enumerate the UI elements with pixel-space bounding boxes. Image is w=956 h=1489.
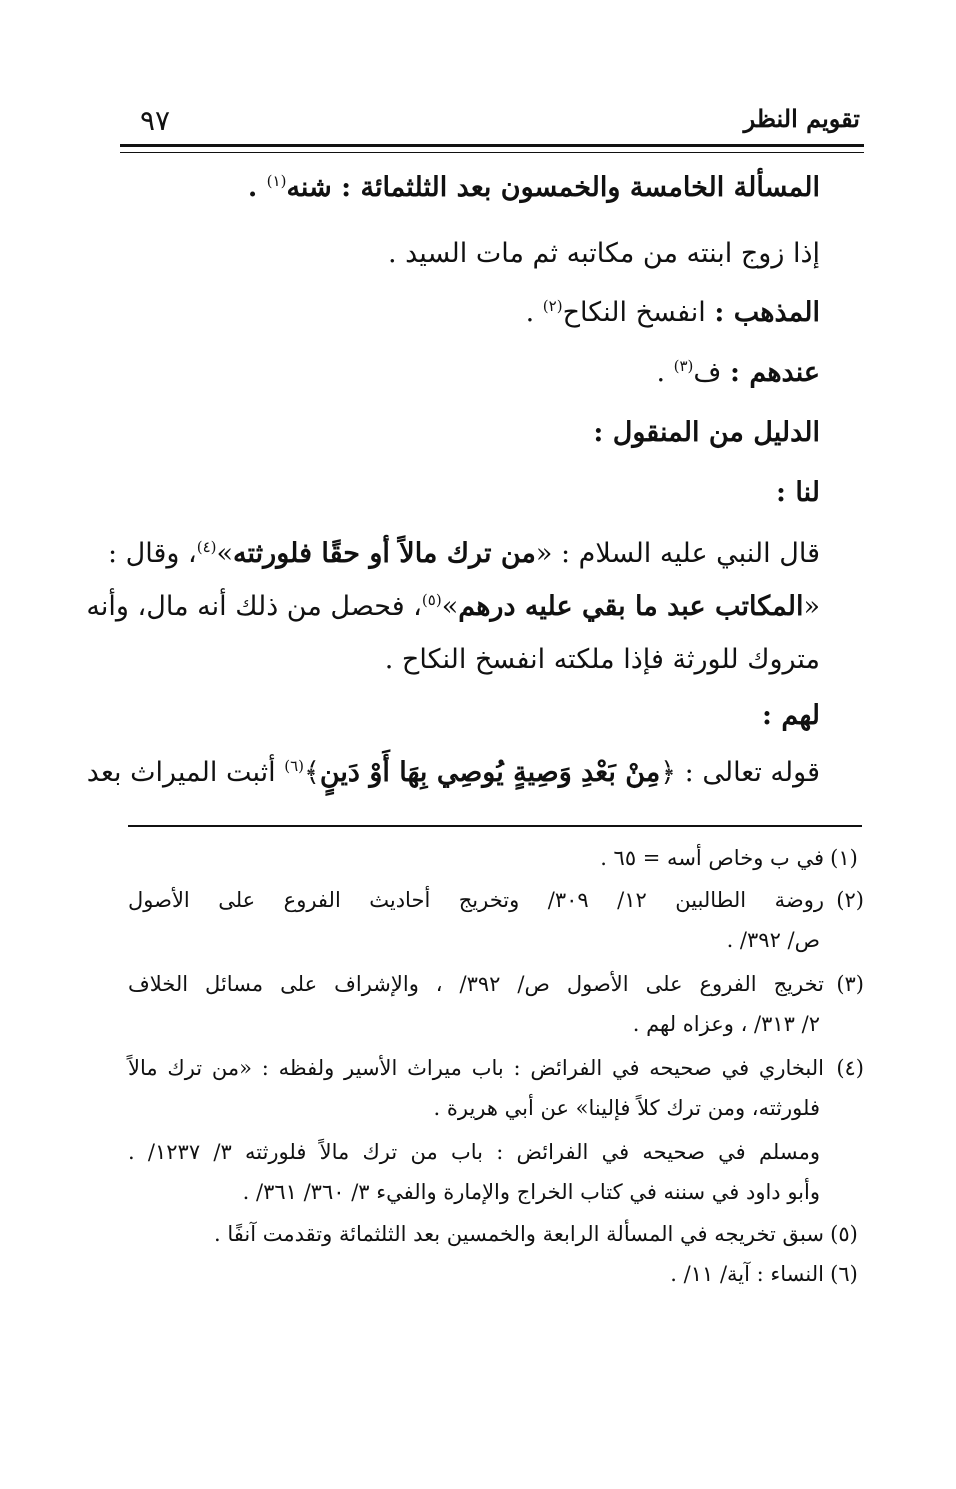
footnote-6: (٦)النساء : آية/ ١١/ . (670, 1262, 858, 1286)
header-rule-thin (120, 152, 864, 153)
footnote-4: (٤)البخاري في صحيحه في الفرائض : باب ميراث الأسير ولفظه : «من ترك مالاً (128, 1056, 864, 1080)
paragraph-line-3: متروك للورثة فإذا ملكته انفسخ النكاح . (384, 644, 820, 675)
paragraph-line-1: قال النبي عليه السلام : «من ترك مالاً أو حقًا فلورثته»$^{(٤)}$، وقال : (107, 538, 820, 569)
footnote-ref: (٤) (196, 538, 217, 556)
header-rule-thick (120, 144, 864, 147)
footnote-separator (128, 825, 862, 827)
footnote-ref: (٦) (284, 757, 304, 775)
dalil-heading: الدليل من المنقول : (593, 417, 820, 448)
footnote-4-cont: وأبو داود في سننه في كتاب الخراج والإمارة والفيء ٣/ ٣٦٠/ ٣٦١/ . (242, 1180, 820, 1204)
footnote-ref: (٣) (673, 357, 694, 375)
page-number: ٩٧ (140, 104, 171, 137)
paragraph-line-4: قوله تعالى : ﴿مِنْ بَعْدِ وَصِيةٍ يُوصِي بِهَا أَوْ دَينٍ﴾$^{(٦)}$ أثبت الميراث بعد (86, 757, 820, 788)
indahum-line: عندهم : ف$^{(٣)}$ . (656, 357, 820, 388)
issue-heading: المسألة الخامسة والخمسون بعد الثلثمائة : شنه$^{(١)}$ . (247, 172, 820, 203)
lana-heading: لنا : (776, 477, 820, 508)
footnote-5: (٥)سبق تخريجه في المسألة الرابعة والخمسين بعد الثلثمائة وتقدمت آنفًا . (214, 1222, 858, 1246)
paragraph-line-2: «المكاتب عبد ما بقي عليه درهم»$^{(٥)}$، فحصل من ذلك أنه مال، وأنه (86, 591, 820, 622)
footnote-2: (٢)روضة الطالبين ١٢/ ٣٠٩/ وتخريج أحاديث الفروع على الأصول (128, 888, 864, 912)
running-title: تقويم النظر (743, 104, 860, 133)
footnote-1: (١)في ب وخاص أسه = ٦٥ . (600, 846, 858, 870)
lahum-heading: لهم : (761, 700, 820, 731)
footnote-2-cont: ص/ ٣٩٢/ . (726, 928, 820, 952)
issue-statement: إذا زوج ابنته من مكاتبه ثم مات السيد . (387, 238, 820, 269)
footnote-4-cont: ومسلم في صحيحه في الفرائض : باب من ترك مالاً فلورثته ٣/ ١٢٣٧/ . (128, 1140, 820, 1164)
footnote-3: (٣)تخريج الفروع على الأصول ص/ ٣٩٢/ ، والإشراف على مسائل الخلاف (128, 972, 864, 996)
footnote-3-cont: ٢/ ٣١٣/ ، وعزاه لهم . (632, 1012, 820, 1036)
footnote-ref: (٥) (421, 591, 442, 609)
footnote-4-cont: فلورثته، ومن ترك كلاً فإلينا» عن أبي هريرة . (433, 1096, 820, 1120)
footnote-ref: (١) (266, 172, 287, 190)
madhhab-line: المذهب : انفسخ النكاح$^{(٢)}$ . (525, 297, 820, 328)
footnote-ref: (٢) (542, 297, 563, 315)
